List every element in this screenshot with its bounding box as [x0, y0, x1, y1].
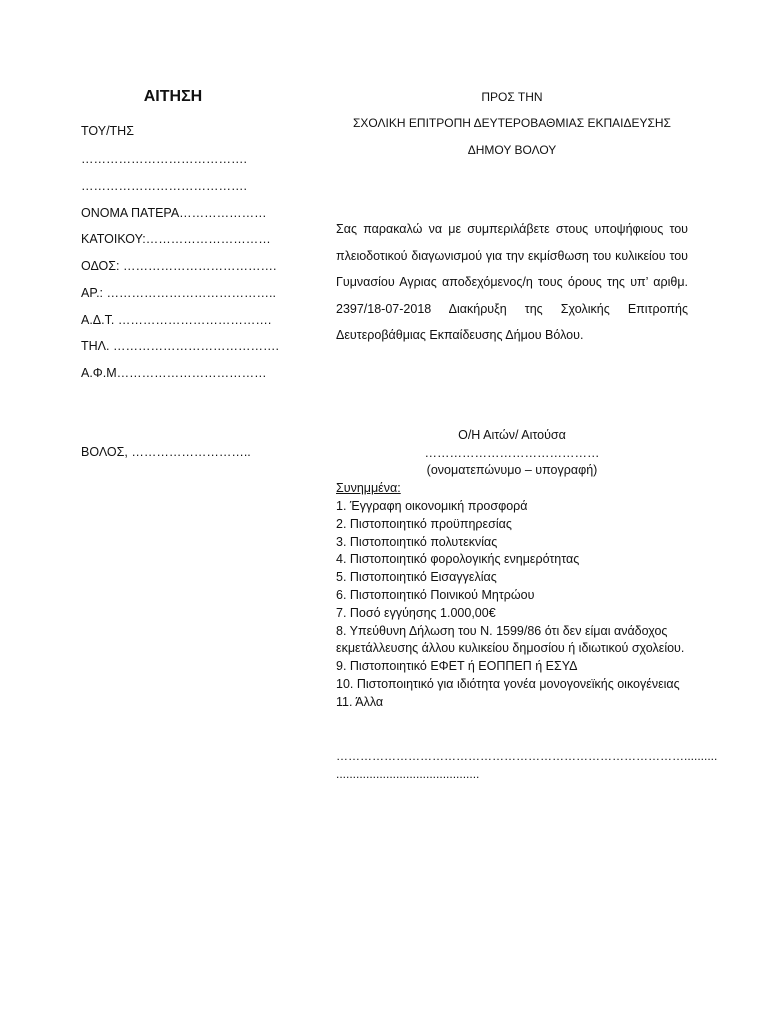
attachment-item: 6. Πιστοποιητικό Ποινικού Μητρώου	[336, 587, 535, 602]
street-field: ΟΔΟΣ: ……………………………….	[81, 259, 277, 273]
number-field: ΑΡ.: …………………………………..	[81, 286, 276, 300]
recipient-municipality: ΔΗΜΟΥ ΒΟΛΟΥ	[467, 143, 557, 157]
attachment-item: 7. Ποσό εγγύησης 1.000,00€	[336, 605, 496, 620]
id-card-field: Α.Δ.Τ. ……………………………….	[81, 313, 272, 327]
attachment-item: 11. Άλλα	[336, 694, 384, 709]
signature-label: Ο/Η Αιτών/ Αιτούσα	[458, 428, 566, 442]
request-body: Σας παρακαλώ να με συμπεριλάβετε στους υποψήφιους του πλειοδοτικού διαγωνισμού για την εκμίσθωση του κυλικείου του Γυμνασίου Αγριας αποδεχόμενος/η τους όρους της υπ’ αριθμ. 2397/18-07-2018 Διακήρυξη της Σχολικής Επιτροπής Δευτεροβάθμιας Εκπαίδευσης Δήμου Βόλου.	[336, 222, 688, 342]
attachment-item: 8. Υπεύθυνη Δήλωση του Ν. 1599/86 ότι δεν είμαι ανάδοχος εκμετάλλευσης άλλου κυλικείου δημοσίου ή ιδιωτικού σχολείου.	[336, 623, 685, 656]
father-name-field: ΟΝΟΜΑ ΠΑΤΕΡΑ…………………	[81, 206, 267, 220]
attachment-item: 9. Πιστοποιητικό ΕΦΕΤ ή ΕΟΠΠΕΠ ή ΕΣΥΔ	[336, 659, 578, 674]
attachment-item: 3. Πιστοποιητικό πολυτεκνίας	[336, 534, 498, 549]
surname-field: ………………………………….	[81, 152, 247, 166]
attachment-item: 10. Πιστοποιητικό για ιδιότητα γονέα μονογονεϊκής οικογένειας	[336, 676, 680, 691]
attachment-item: 4. Πιστοποιητικό φορολογικής ενημερότητας	[336, 552, 580, 567]
attachment-item: 1. Έγγραφη οικονομική προσφορά	[336, 499, 528, 513]
other-attachments-line-1: ……………………………………………………………………………..........	[336, 749, 718, 763]
attachment-item: 2. Πιστοποιητικό προϋπηρεσίας	[336, 516, 512, 531]
recipient-committee: ΣΧΟΛΙΚΗ ΕΠΙΤΡΟΠΗ ΔΕΥΤΕΡΟΒΑΘΜΙΑΣ ΕΚΠΑΙΔΕΥΣΗΣ	[353, 116, 671, 130]
place-date-field: ΒΟΛΟΣ, ………………………..	[81, 445, 251, 459]
name-field: ………………………………….	[81, 179, 247, 193]
attachment-item: 5. Πιστοποιητικό Εισαγγελίας	[336, 570, 497, 585]
application-title: ΑΙΤΗΣΗ	[143, 88, 203, 105]
signature-line: ……………………………………	[424, 446, 600, 460]
other-attachments-line-2: ...........................................	[336, 767, 480, 781]
phone-field: ΤΗΛ. ………………………………….	[81, 339, 279, 353]
tax-id-field: Α.Φ.Μ………………………………	[81, 366, 267, 380]
signature-caption: (ονοματεπώνυμο – υπογραφή)	[426, 463, 598, 477]
attachments-list	[336, 498, 692, 712]
attachments-title: Συνημμένα:	[336, 481, 401, 495]
residence-field: ΚΑΤΟΙΚΟΥ:…………………………	[81, 232, 271, 246]
applicant-of-label: ΤΟΥ/ΤΗΣ	[81, 124, 134, 138]
recipient-to: ΠΡΟΣ ΤΗΝ	[481, 90, 543, 104]
